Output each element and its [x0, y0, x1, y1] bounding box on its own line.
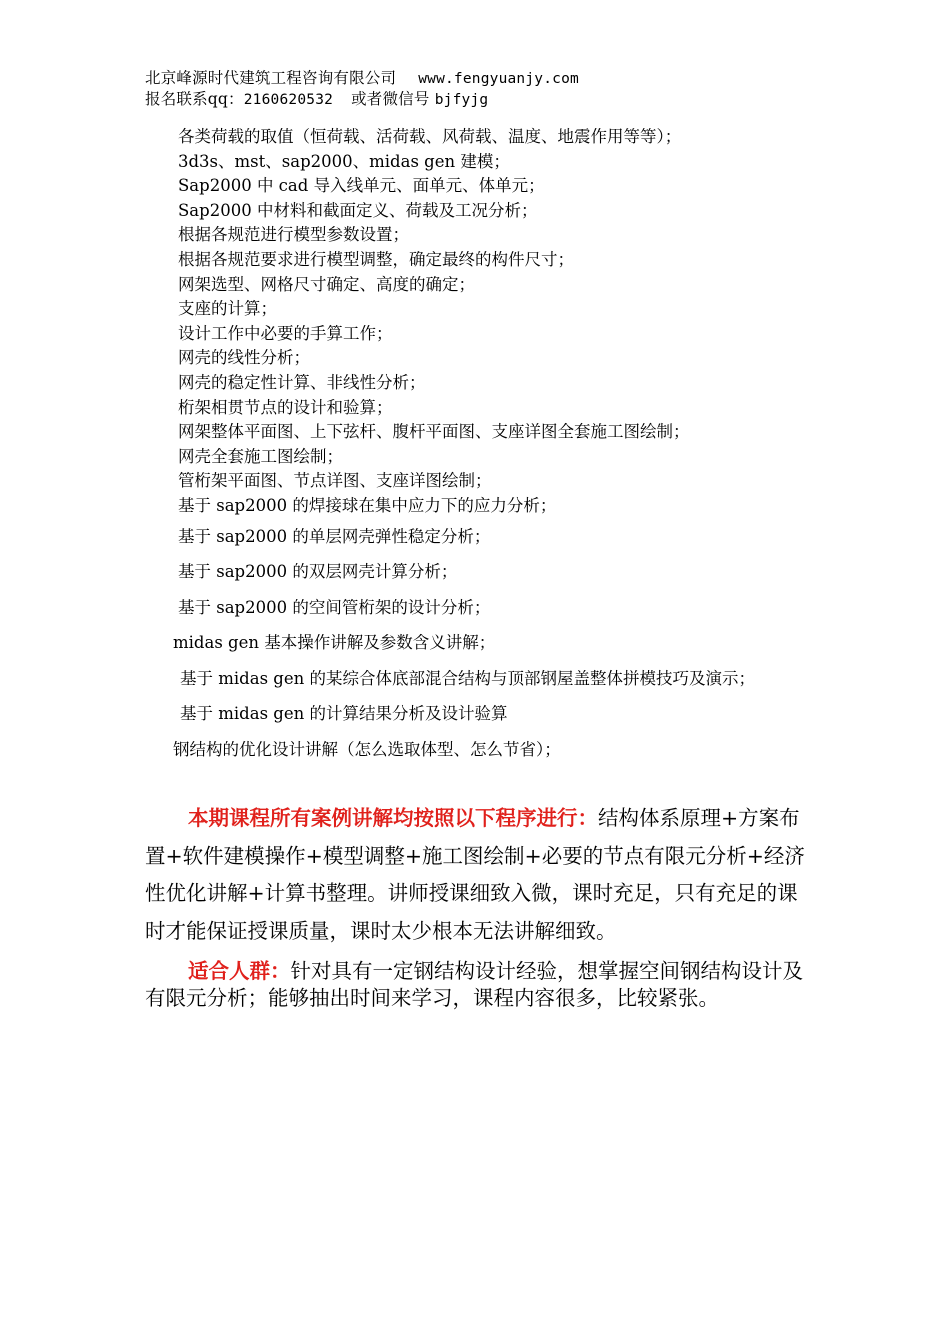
list-item: 钢结构的优化设计讲解（怎么选取体型、怎么节省）；	[173, 739, 561, 759]
header-line-1	[145, 68, 579, 89]
list-item: 网壳的稳定性计算、非线性分析；	[178, 372, 426, 392]
header-line-2	[145, 89, 579, 110]
procedure-paragraph	[145, 800, 810, 950]
company-name: 北京峰源时代建筑工程咨询有限公司	[145, 69, 397, 87]
list-item: 网壳的线性分析；	[178, 348, 310, 368]
list-item: 设计工作中必要的手算工作；	[178, 323, 393, 343]
procedure-text: 结构体系原理+方案布置+软件建模操作+模型调整+施工图绘制+必要的节点有限元分析+经济性优化讲解+计算书整理。讲师授课细致入微，课时充足，只有充足的课时才能保证授课质量，课时太少根本无法讲解细致。	[145, 806, 805, 943]
audience-text: 针对具有一定钢结构设计经验，想掌握空间钢结构设计及有限元分析；能够抽出时间来学习，课程内容很多，比较紧张。	[145, 959, 803, 1010]
list-item: 3d3s、mst、sap2000、midas gen 建模；	[178, 151, 510, 171]
list-item: Sap2000 中材料和截面定义、荷载及工况分析；	[178, 200, 538, 220]
company-website: www.fengyuanjy.com	[418, 71, 579, 87]
contact-qq: 2160620532	[243, 92, 334, 108]
list-item: 网架整体平面图、上下弦杆、腹杆平面图、支座详图全套施工图绘制；	[178, 422, 690, 442]
list-item: 基于 sap2000 的双层网壳计算分析；	[178, 562, 458, 581]
list-item: 各类荷载的取值（恒荷载、活荷载、风荷载、温度、地震作用等等）；	[178, 127, 682, 146]
list-item: Sap2000 中 cad 导入线单元、面单元、体单元；	[178, 176, 545, 196]
list-item: 基于 sap2000 的单层网壳弹性稳定分析；	[178, 526, 491, 546]
list-item: 基于 sap2000 的焊接球在集中应力下的应力分析；	[178, 495, 557, 515]
list-item: 基于 midas gen 的计算结果分析及设计验算	[180, 704, 508, 723]
list-item: 支座的计算；	[178, 299, 277, 319]
audience-paragraph	[145, 958, 810, 1012]
page-header	[145, 68, 579, 110]
list-item: 桁架相贯节点的设计和验算；	[178, 397, 393, 417]
list-item: 根据各规范要求进行模型调整，确定最终的构件尺寸；	[178, 249, 574, 269]
list-item: 根据各规范进行模型参数设置；	[178, 225, 409, 245]
list-item: 管桁架平面图、节点详图、支座详图绘制；	[178, 471, 492, 491]
procedure-label: 本期课程所有案例讲解均按照以下程序进行：	[188, 806, 598, 830]
list-item: 基于 midas gen 的某综合体底部混合结构与顶部钢屋盖整体拼模技巧及演示；	[180, 668, 755, 688]
course-topic-list	[173, 125, 878, 767]
course-description	[145, 800, 810, 1012]
list-item: midas gen 基本操作讲解及参数含义讲解；	[173, 633, 496, 652]
list-item: 网架选型、网格尺寸确定、高度的确定；	[178, 274, 475, 294]
audience-label: 适合人群：	[188, 959, 291, 983]
wechat-id: bjfyjg	[434, 92, 489, 108]
wechat-label: 或者微信号	[351, 90, 430, 108]
list-item: 基于 sap2000 的空间管桁架的设计分析；	[178, 597, 491, 617]
contact-label: 报名联系qq：	[145, 90, 244, 108]
list-item: 网壳全套施工图绘制；	[178, 446, 343, 466]
